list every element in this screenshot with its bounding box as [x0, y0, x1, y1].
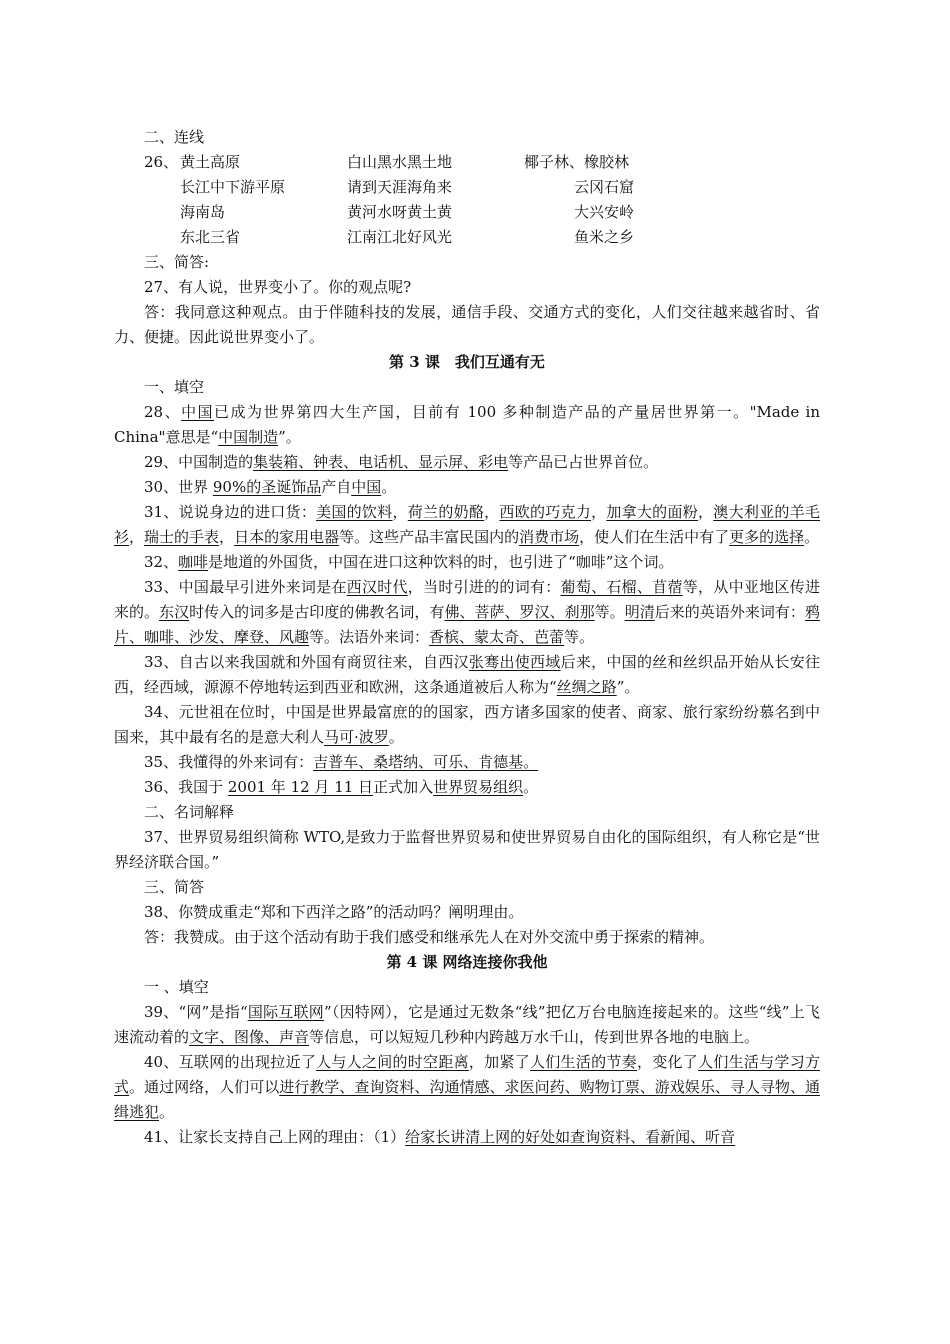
answer-blank: 人们生活与学习方式: [114, 1053, 820, 1096]
answer-38: 答：我赞成。由于这个活动有助于我们感受和继承先人在对外交流中勇于探索的精神。: [144, 928, 715, 946]
answer-blank: 中国: [351, 478, 382, 496]
section-heading-fill-in: 一、填空: [144, 378, 205, 396]
section-heading-short-answer-2: 三、简答: [144, 878, 205, 896]
answer-blank: 香槟、蒙太奇、芭蕾: [429, 628, 565, 646]
match-left-item: 东北三省: [180, 228, 241, 246]
match-middle-item: 白山黑水黑土地: [347, 153, 453, 171]
answer-blank: 明清: [624, 603, 655, 621]
answer-blank: 集装箱、钟表、电话机、显示屏、彩电: [253, 453, 509, 471]
section-heading-matching: 二、连线: [144, 128, 205, 146]
match-right-item: 椰子林、橡胶林: [524, 153, 630, 171]
answer-blank: 中国: [181, 403, 215, 421]
answer-blank: 西欧的巧克力: [499, 503, 592, 521]
question-35: 35、我懂得的外来词有：吉普车、桑塔纳、可乐、肯德基。: [144, 753, 539, 771]
question-36: 36、我国于 2001 年 12 月 11 日正式加入世界贸易组织。: [144, 778, 539, 796]
question-30: 30、世界 90%的圣诞饰品产自中国。: [144, 478, 397, 496]
question-37: 37、世界贸易组织简称 WTO,是致力于监督世界贸易和使世界贸易自由化的国际组织，有人称它是“世界经济联合国。”: [114, 828, 820, 871]
answer-blank: 丝绸之路: [556, 678, 617, 696]
question-32: 32、咖啡是地道的外国货，中国在进口这种饮料的时，也引进了“咖啡”这个词。: [144, 553, 674, 571]
match-left-item: 黄土高原: [180, 153, 241, 171]
answer-blank: 瑞士的手表: [144, 528, 220, 546]
answer-blank: 人们生活的节奏: [530, 1053, 637, 1071]
match-left-item: 海南岛: [180, 203, 226, 221]
answer-blank: 葡萄、石榴、苜蓿: [560, 578, 683, 596]
answer-blank: 人与人之间的时空距离: [316, 1053, 469, 1071]
answer-blank: 澳大利亚的羊毛衫: [114, 503, 820, 546]
answer-blank: 2001 年 12 月 11 日: [227, 778, 374, 796]
section-heading-short-answer: 三、简答:: [144, 253, 210, 271]
answer-27: 答：我同意这种观点。由于伴随科技的发展，通信手段、交通方式的变化，人们交往越来越省时、省力、便捷。因此说世界变小了。: [114, 303, 820, 346]
match-middle-item: 请到天涯海角来: [347, 178, 453, 196]
answer-blank: 世界贸易组织: [433, 778, 524, 796]
question-34: 34、元世祖在位时，中国是世界最富庶的的国家，西方诸多国家的使者、商家、旅行家纷纷慕名到中国来，其中最有名的是意大利人马可·波罗。: [114, 703, 820, 746]
match-middle-item: 黄河水呀黄土黄: [347, 203, 453, 221]
question-27: 27、有人说，世界变小了。你的观点呢?: [144, 278, 412, 296]
match-left-item: 长江中下游平原: [180, 178, 286, 196]
answer-blank: 吉普车、桑塔纳、可乐、肯德基。: [313, 753, 539, 771]
answer-blank: 马可·波罗: [324, 728, 389, 746]
answer-blank: 美国的饮料: [316, 503, 393, 521]
match-right-item: 鱼米之乡: [574, 228, 635, 246]
answer-blank: 日本的家用电器: [234, 528, 340, 546]
question-39: 39、“网”是指“国际互联网”（因特网），它是通过无数条“线”把亿万台电脑连接起来的。这些“线”上飞速流动着的文字、图像、声音等信息，可以短短几秒种内跨越万水千山，传到世界各地的电脑上。: [114, 1003, 820, 1046]
answer-blank: 中国制造: [218, 428, 279, 446]
answer-blank: 荷兰的奶酪: [407, 503, 485, 521]
question-number: 26、: [144, 153, 179, 171]
answer-blank: 张骞出使西域: [468, 653, 561, 671]
answer-blank: 进行教学、查询资料、沟通情感、求医问药、购物订票、游戏娱乐、寻人寻物、通缉逃犯: [114, 1078, 820, 1121]
answer-blank: 西汉时代: [346, 578, 408, 596]
question-41: 41、让家长支持自己上网的理由：（1）给家长讲清上网的好处如查询资料、看新闻、听音: [144, 1128, 736, 1146]
answer-blank: 加拿大的面粉: [606, 503, 699, 521]
answer-blank: 给家长讲清上网的好处如查询资料、看新闻、听音: [405, 1128, 736, 1146]
document-body: [114, 125, 820, 1150]
question-33b: 33、自古以来我国就和外国有商贸往来，自西汉张骞出使西域后来，中国的丝和丝织品开始从长安往西，经西域，源源不停地转运到西亚和欧洲，这条通道被后人称为“丝绸之路”。: [114, 653, 820, 696]
answer-blank: 东汉: [159, 603, 190, 621]
answer-blank: 国际互联网: [247, 1003, 324, 1021]
question-28: 28、中国已成为世界第四大生产国，目前有 100 多种制造产品的产量居世界第一。"Made in China"意思是“中国制造”。: [114, 403, 820, 446]
answer-blank: 咖啡: [178, 553, 209, 571]
match-right-item: 大兴安岭: [574, 203, 635, 221]
question-40: 40、互联网的出现拉近了人与人之间的时空距离，加紧了人们生活的节奏，变化了人们生活与学习方式。通过网络，人们可以进行教学、查询资料、沟通情感、求医问药、购物订票、游戏娱乐、寻人寻物、通缉逃犯。: [114, 1053, 820, 1121]
question-31: 31、说说身边的进口货：美国的饮料，荷兰的奶酪，西欧的巧克力，加拿大的面粉，澳大利亚的羊毛衫，瑞士的手表，日本的家用电器等。这些产品丰富民国内的消费市场，使人们在生活中有了更多的选择。: [114, 503, 820, 546]
answer-blank: 消费市场: [519, 528, 580, 546]
match-middle-item: 江南江北好风光: [347, 228, 453, 246]
question-38: 38、你赞成重走“郑和下西洋之路”的活动吗？阐明理由。: [144, 903, 524, 921]
answer-blank: 鸦片、咖啡、沙发、摩登、风趣: [114, 603, 820, 646]
lesson-3-title: 第 3 课 我们互通有无: [389, 353, 545, 371]
section-heading-definition: 二、名词解释: [144, 803, 235, 821]
lesson-4-title: 第 4 课 网络连接你我他: [386, 953, 548, 971]
section-heading-fill-in-2: 一 、填空: [144, 978, 209, 996]
answer-blank: 文字、图像、声音: [189, 1028, 310, 1046]
answer-blank: 90%的圣诞饰品: [212, 478, 322, 496]
matching-exercise: [114, 150, 820, 250]
answer-blank: 更多的选择: [729, 528, 805, 546]
question-33a: 33、中国最早引进外来词是在西汉时代，当时引进的的词有：葡萄、石榴、苜蓿等，从中亚地区传进来的。东汉时传入的词多是古印度的佛教名词，有佛、菩萨、罗汉、刹那等。明清后来的英语外来词有：鸦片、咖啡、沙发、摩登、风趣等。法语外来词：香槟、蒙太奇、芭蕾等。: [114, 578, 820, 646]
answer-blank: 佛、菩萨、罗汉、刹那: [444, 603, 595, 621]
match-right-item: 云冈石窟: [574, 178, 635, 196]
question-29: 29、中国制造的集装箱、钟表、电话机、显示屏、彩电等产品已占世界首位。: [144, 453, 659, 471]
